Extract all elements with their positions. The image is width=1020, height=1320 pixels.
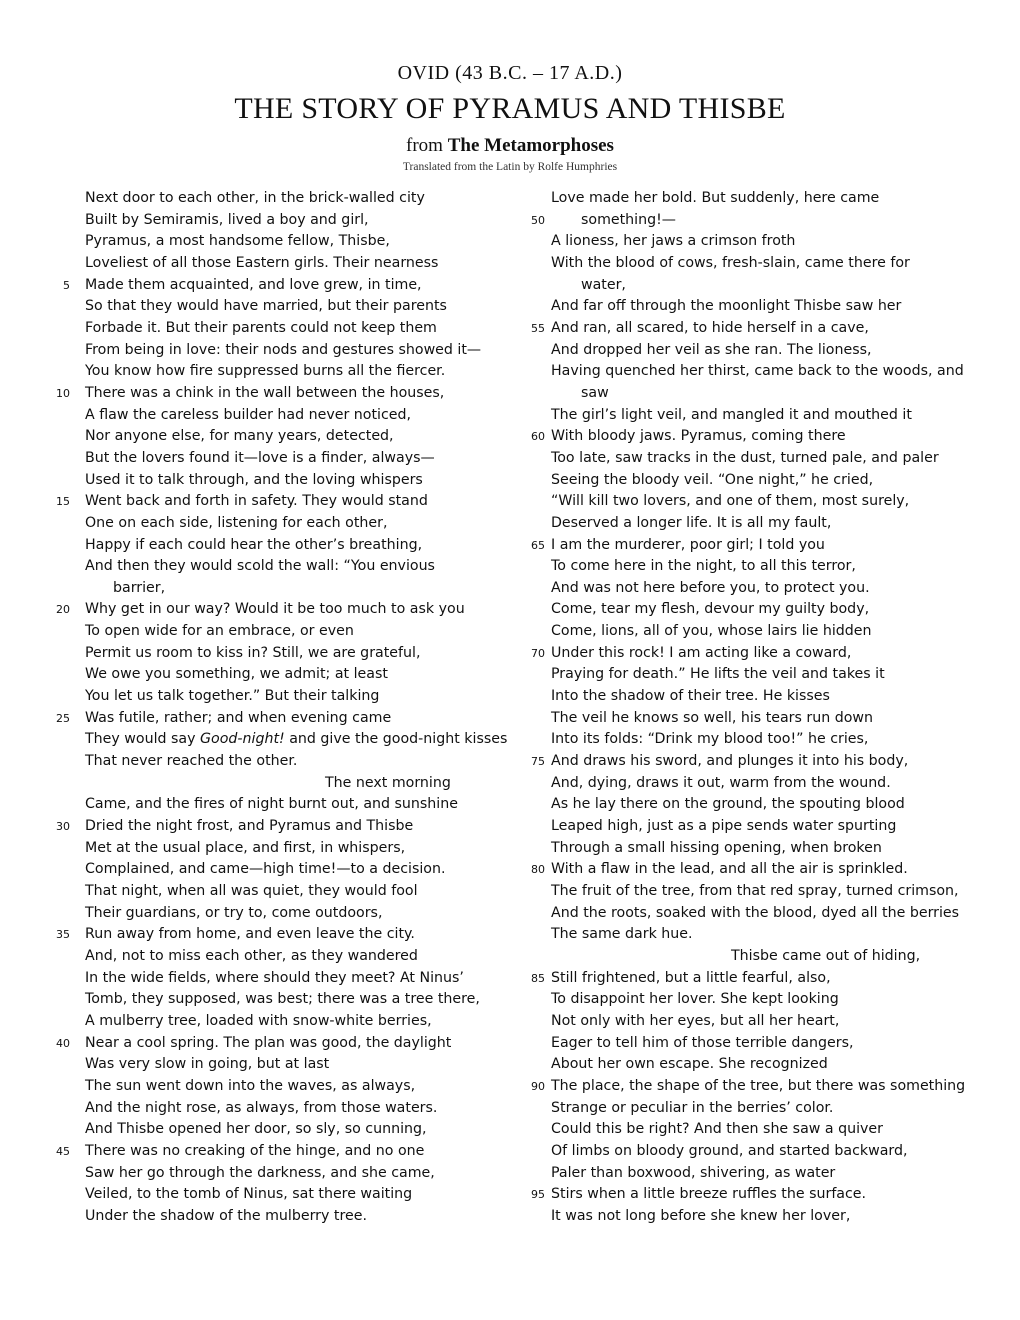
line-text: That night, when all was quiet, they would fool: [85, 883, 418, 899]
poem-line: [0, 578, 500, 600]
poem-line: [505, 231, 1020, 253]
line-text: Under the shadow of the mulberry tree.: [85, 1207, 367, 1224]
poem-line: [0, 1033, 500, 1055]
poem-line: [505, 643, 1020, 665]
poem-line: [0, 296, 500, 318]
line-text: And far off through the moonlight Thisbe saw her: [551, 298, 902, 315]
line-text: From being in love: their nods and gestures showed it—: [85, 341, 482, 358]
line-text: And draws his sword, and plunges it into his body,: [551, 753, 909, 770]
line-text: barrier,: [113, 579, 166, 596]
line-text: Too late, saw tracks in the dust, turned pale, and paler: [551, 449, 939, 466]
line-text: There was no creaking of the hinge, and no one: [85, 1142, 425, 1159]
line-text: The place, the shape of the tree, but there was something: [551, 1077, 966, 1094]
line-text: In the wide fields, where should they meet? At Ninus’: [85, 969, 464, 986]
line-text: Love made her bold. But suddenly, here came: [551, 190, 880, 206]
line-text: Thisbe came out of hiding,: [731, 947, 921, 964]
line-text: The same dark hue.: [551, 926, 693, 943]
line-text: Eager to tell him of those terrible dangers,: [551, 1034, 854, 1051]
line-text: That never reached the other.: [85, 753, 298, 770]
poem-line: [0, 231, 500, 253]
poem-line: [505, 946, 1020, 968]
line-text: Leaped high, just as a pipe sends water spurting: [551, 818, 897, 835]
line-text: And ran, all scared, to hide herself in a cave,: [551, 319, 869, 336]
poem-line: [505, 1184, 1020, 1206]
poem-line: [0, 859, 500, 881]
poem-line: [505, 1011, 1020, 1033]
poem-line: [0, 253, 500, 275]
line-number: 30: [56, 820, 70, 834]
poem-line: [0, 275, 500, 297]
line-text: Made them acquainted, and love grew, in time,: [85, 276, 422, 293]
line-text: With the blood of cows, fresh-slain, came there for: [551, 254, 910, 271]
line-number: 20: [56, 603, 70, 617]
line-number: 15: [56, 495, 70, 509]
line-text: Next door to each other, in the brick-walled city: [85, 190, 425, 206]
work-title: The Metamorphoses: [447, 135, 614, 156]
poem-line: [505, 513, 1020, 535]
line-text: Built by Semiramis, lived a boy and girl,: [85, 211, 369, 228]
poem-line: [0, 210, 500, 232]
line-number: 95: [531, 1188, 545, 1202]
line-text: And, not to miss each other, as they wandered: [85, 947, 418, 964]
poem-line: [0, 1206, 500, 1228]
poem-column-right: [505, 188, 1020, 1228]
line-text: And then they would scold the wall: “You envious: [85, 558, 435, 575]
poem-line: [505, 1206, 1020, 1228]
line-text: Under this rock! I am acting like a coward,: [551, 644, 852, 661]
poem-line: [0, 513, 500, 535]
line-text: Happy if each could hear the other’s breathing,: [85, 536, 423, 553]
line-text: Into the shadow of their tree. He kisses: [551, 688, 830, 705]
line-text: Into its folds: “Drink my blood too!” he cries,: [551, 731, 869, 748]
line-text: We owe you something, we admit; at least: [85, 666, 388, 683]
line-number: 75: [531, 755, 545, 769]
line-text: And the roots, soaked with the blood, dyed all the berries: [551, 904, 960, 921]
poem-line: [0, 361, 500, 383]
poem-line: [0, 729, 508, 751]
poem-line: [0, 405, 500, 427]
line-number: 60: [531, 430, 545, 444]
poem-column-left: [0, 188, 508, 1228]
line-text: To come here in the night, to all this terror,: [551, 558, 856, 575]
poem-line: [505, 794, 1020, 816]
line-text: Used it to talk through, and the loving whispers: [85, 471, 423, 488]
line-text: And the night rose, as always, from those waters.: [85, 1099, 438, 1116]
poem-line: [0, 383, 500, 405]
poem-line: [505, 1054, 1020, 1076]
page-title: THE STORY OF PYRAMUS AND THISBE: [234, 92, 786, 125]
line-text: With bloody jaws. Pyramus, coming there: [551, 428, 846, 445]
poem-line: [505, 903, 1020, 925]
poem-line: [0, 1011, 500, 1033]
line-number: 50: [531, 213, 545, 227]
poem-line: [0, 188, 500, 210]
line-number: 55: [531, 321, 545, 335]
line-number: 45: [56, 1144, 70, 1158]
poem-line: [505, 383, 1020, 405]
poem-line: [505, 1098, 1020, 1120]
poem-line: [505, 838, 1020, 860]
line-text: A flaw the careless builder had never noticed,: [85, 406, 412, 423]
poem-line: [505, 318, 1020, 340]
poem-line: [0, 340, 500, 362]
poem-line: [0, 599, 500, 621]
line-text: Seeing the bloody veil. “One night,” he cried,: [551, 471, 874, 488]
line-text: There was a chink in the wall between the houses,: [85, 384, 445, 401]
poem-line: [505, 729, 1020, 751]
poem-line: [505, 859, 1020, 881]
line-text: About her own escape. She recognized: [551, 1056, 828, 1073]
line-text: You let us talk together.” But their talking: [85, 688, 380, 705]
source-line: [0, 135, 1020, 157]
line-text: Went back and forth in safety. They would stand: [85, 493, 428, 510]
poem-line: [0, 881, 500, 903]
line-text: Not only with her eyes, but all her heart,: [551, 1012, 840, 1029]
line-text: Through a small hissing opening, when broken: [551, 839, 882, 856]
line-text: The fruit of the tree, from that red spray, turned crimson,: [551, 883, 959, 899]
poem-line: [505, 556, 1020, 578]
line-text: Tomb, they supposed, was best; there was a tree there,: [85, 991, 480, 1008]
poem-line: [0, 643, 500, 665]
poem-line: [505, 426, 1020, 448]
source-prefix: from: [406, 135, 443, 156]
line-text: Saw her go through the darkness, and she came,: [85, 1164, 435, 1181]
poem-line: [505, 210, 1020, 232]
line-text: Forbade it. But their parents could not keep them: [85, 319, 437, 336]
poem-line: [505, 686, 1020, 708]
line-text: saw: [581, 384, 609, 401]
line-text: Was futile, rather; and when evening came: [85, 709, 392, 726]
poem-line: [0, 1184, 500, 1206]
poem-line: [505, 1141, 1020, 1163]
line-text: The next morning: [325, 774, 451, 791]
poem-line: [505, 1033, 1020, 1055]
poem-line: [0, 924, 500, 946]
poem-line: [0, 535, 500, 557]
line-number: 5: [63, 278, 70, 292]
poem-line: [0, 708, 500, 730]
line-text: The girl’s light veil, and mangled it and mouthed it: [551, 406, 912, 423]
line-number: 80: [531, 863, 545, 877]
poem-line: [505, 816, 1020, 838]
poem-line: [505, 470, 1020, 492]
poem-line: [505, 1076, 1020, 1098]
line-text: Was very slow in going, but at last: [85, 1056, 330, 1073]
poem-line: [0, 318, 500, 340]
poem-line: [0, 664, 500, 686]
poem-line: [0, 989, 500, 1011]
author-heading: OVID (43 B.C. – 17 A.D.): [397, 62, 623, 84]
poem-line: [0, 773, 500, 795]
poem-line: [505, 340, 1020, 362]
poem-line: [505, 188, 1020, 210]
line-text: Why get in our way? Would it be too much to ask you: [85, 601, 465, 618]
line-text: A lioness, her jaws a crimson froth: [551, 233, 796, 250]
poem-line: [0, 816, 500, 838]
line-text: With a flaw in the lead, and all the air is sprinkled.: [551, 861, 908, 878]
line-text: And was not here before you, to protect you.: [551, 579, 870, 596]
poem-line: [0, 556, 500, 578]
line-number: 90: [531, 1079, 545, 1093]
poem-line: [0, 751, 500, 773]
poem-line: [0, 794, 500, 816]
line-text: The veil he knows so well, his tears run down: [551, 709, 874, 726]
line-text: Dried the night frost, and Pyramus and Thisbe: [85, 818, 414, 835]
line-number: 85: [531, 971, 545, 985]
poem-line: [505, 989, 1020, 1011]
poem-line: [0, 491, 500, 513]
line-text: Met at the usual place, and first, in whispers,: [85, 839, 406, 856]
poem-line: [505, 599, 1020, 621]
line-text: Loveliest of all those Eastern girls. Their nearness: [85, 254, 439, 271]
line-text-part: They would say: [85, 731, 196, 748]
line-text: And dropped her veil as she ran. The lioness,: [551, 341, 872, 358]
line-text: So that they would have married, but their parents: [85, 298, 447, 315]
line-number: 40: [56, 1036, 70, 1050]
poem-line: [0, 968, 500, 990]
poem-line: [0, 903, 500, 925]
poem-line: [505, 751, 1020, 773]
line-text: [85, 729, 507, 751]
poem-line: [505, 708, 1020, 730]
poem-line: [505, 491, 1020, 513]
line-text: Near a cool spring. The plan was good, the daylight: [85, 1034, 452, 1051]
italic-phrase: Good-night!: [200, 731, 285, 748]
line-text: But the lovers found it—love is a finder, always—: [85, 449, 435, 466]
poem-line: [505, 296, 1020, 318]
line-text: The sun went down into the waves, as always,: [85, 1077, 416, 1094]
poem-line: [505, 361, 1020, 383]
line-text: Come, lions, all of you, whose lairs lie hidden: [551, 623, 872, 640]
line-text: To disappoint her lover. She kept looking: [551, 991, 839, 1008]
line-text: A mulberry tree, loaded with snow-white berries,: [85, 1012, 432, 1029]
line-text: Permit us room to kiss in? Still, we are grateful,: [85, 644, 421, 661]
line-text: One on each side, listening for each other,: [85, 514, 388, 531]
poem-line: [0, 1098, 500, 1120]
line-text: Complained, and came—high time!—to a decision.: [85, 861, 446, 878]
poem-line: [0, 1076, 500, 1098]
line-number: 65: [531, 538, 545, 552]
line-text: “Will kill two lovers, and one of them, most surely,: [551, 493, 910, 510]
line-text: Deserved a longer life. It is all my fault,: [551, 514, 832, 531]
line-text: Could this be right? And then she saw a quiver: [551, 1121, 883, 1138]
line-text: As he lay there on the ground, the spouting blood: [551, 796, 905, 813]
line-text: something!—: [581, 211, 676, 228]
poem-line: [505, 578, 1020, 600]
line-text: Nor anyone else, for many years, detected,: [85, 428, 394, 445]
poem-line: [0, 621, 500, 643]
poem-line: [505, 881, 1020, 903]
poem-line: [0, 1119, 500, 1141]
line-text: Stirs when a little breeze ruffles the surface.: [551, 1186, 867, 1203]
line-text: Having quenched her thirst, came back to the woods, and: [551, 363, 964, 380]
poem-line: [505, 535, 1020, 557]
line-number: 10: [56, 386, 70, 400]
line-text: Their guardians, or try to, come outdoors,: [85, 904, 383, 921]
poem-line: [505, 1163, 1020, 1185]
poem-line: [505, 773, 1020, 795]
line-text: Came, and the fires of night burnt out, and sunshine: [85, 796, 458, 813]
poem-line: [0, 1141, 500, 1163]
line-text: And, dying, draws it out, warm from the wound.: [551, 774, 891, 791]
poem-line: [505, 968, 1020, 990]
poem-line: [0, 1163, 500, 1185]
line-number: 70: [531, 646, 545, 660]
line-text: To open wide for an embrace, or even: [85, 623, 354, 640]
line-text: And Thisbe opened her door, so sly, so cunning,: [85, 1121, 427, 1138]
line-text: Come, tear my flesh, devour my guilty body,: [551, 601, 870, 618]
translator-credit: Translated from the Latin by Rolfe Humphries: [402, 161, 618, 173]
line-text: Strange or peculiar in the berries’ color.: [551, 1099, 834, 1116]
line-text: Paler than boxwood, shivering, as water: [551, 1164, 836, 1181]
line-text: You know how fire suppressed burns all the fiercer.: [85, 363, 446, 380]
line-text: Of limbs on bloody ground, and started backward,: [551, 1142, 908, 1159]
poem-line: [505, 253, 1020, 275]
poem-line: [0, 946, 500, 968]
poem-line: [0, 838, 500, 860]
line-text: Praying for death.” He lifts the veil and takes it: [551, 666, 885, 683]
poem-line: [0, 470, 500, 492]
poem-line: [0, 686, 500, 708]
poem-line: [505, 924, 1020, 946]
poem-line: [505, 1119, 1020, 1141]
poem-line: [505, 664, 1020, 686]
poem-line: [0, 1054, 500, 1076]
poem-line: [0, 426, 500, 448]
poem-line: [0, 448, 500, 470]
line-text: I am the murderer, poor girl; I told you: [551, 536, 825, 553]
line-text: water,: [581, 276, 626, 293]
line-text: Pyramus, a most handsome fellow, Thisbe,: [85, 233, 390, 250]
poem-line: [505, 405, 1020, 427]
poem-line: [505, 448, 1020, 470]
line-number: 35: [56, 928, 70, 942]
line-text: Run away from home, and even leave the city.: [85, 926, 415, 943]
poem-line: [505, 275, 1020, 297]
line-text: It was not long before she knew her lover,: [551, 1207, 851, 1224]
line-text: Veiled, to the tomb of Ninus, sat there waiting: [85, 1186, 413, 1203]
line-text-part: and give the good-night kisses: [289, 731, 508, 748]
line-text: Still frightened, but a little fearful, also,: [551, 969, 831, 986]
line-number: 25: [56, 711, 70, 725]
poem-line: [505, 621, 1020, 643]
